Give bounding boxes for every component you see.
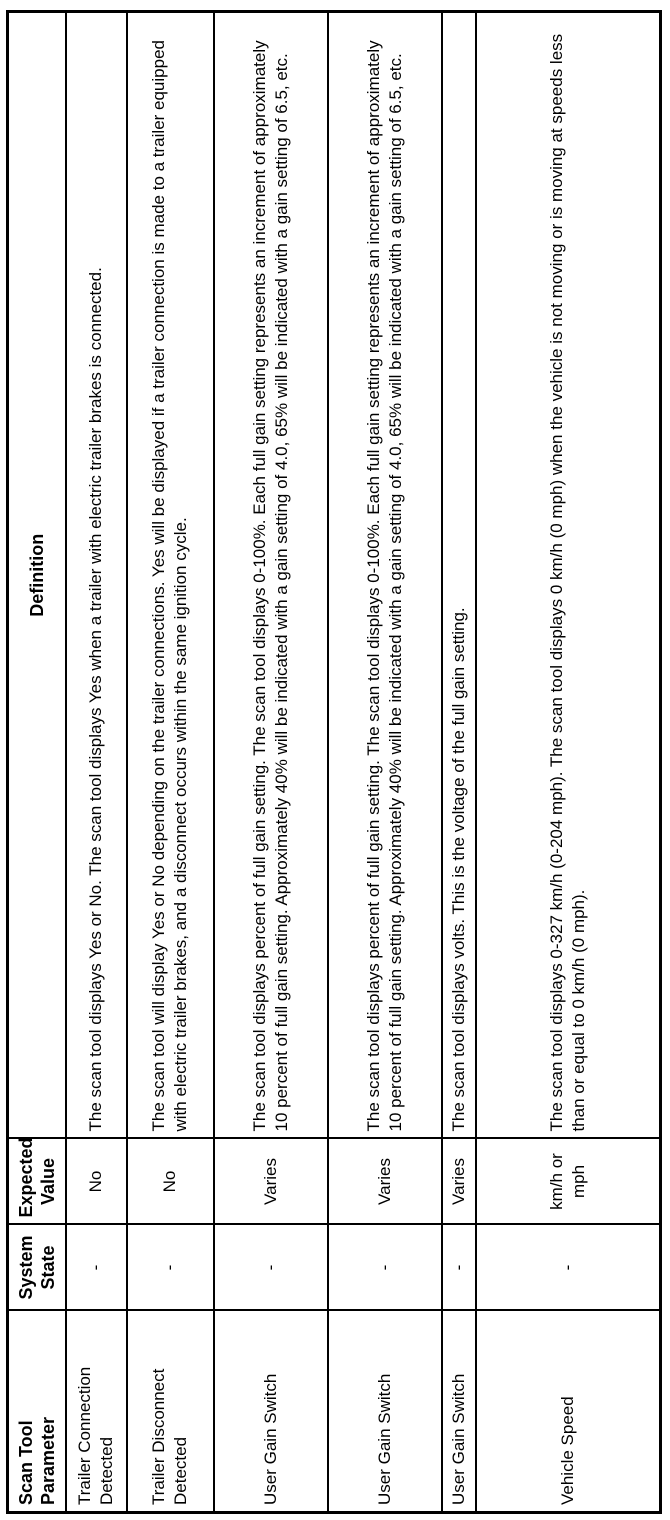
cell-expected-value: No bbox=[66, 1139, 127, 1225]
table-row bbox=[214, 12, 328, 1513]
cell-expected-value: Varies bbox=[214, 1139, 328, 1225]
cell-definition: The scan tool displays 0-327 km/h (0-204 mph). The scan tool displays 0 km/h (0 mph) when the vehicle is not moving or is moving at speeds less than or equal to 0 km/h (0 mph). bbox=[476, 12, 661, 1139]
cell-definition: The scan tool displays percent of full gain setting. The scan tool displays 0-100%. Each full gain setting represents an increment of approximately 10 percent of full gain setting. Approximately 40% will be indicated with a gain setting of 4.0, 65% will be indicated with a gain setting of 6.5, etc. bbox=[328, 12, 442, 1139]
cell-system-state: - bbox=[442, 1225, 476, 1311]
cell-system-state: - bbox=[127, 1225, 214, 1311]
cell-system-state: - bbox=[214, 1225, 328, 1311]
table-row bbox=[328, 12, 442, 1513]
table-row bbox=[476, 12, 661, 1513]
cell-expected-value: No bbox=[127, 1139, 214, 1225]
cell-parameter: Vehicle Speed bbox=[476, 1311, 661, 1513]
header-expected-value: Expected Value bbox=[8, 1139, 66, 1225]
header-definition: Definition bbox=[8, 12, 66, 1139]
cell-definition: The scan tool displays volts. This is the voltage of the full gain setting. bbox=[442, 12, 476, 1139]
table-row bbox=[442, 12, 476, 1513]
cell-definition: The scan tool displays Yes or No. The scan tool displays Yes when a trailer with electric trailer brakes is connected. bbox=[66, 12, 127, 1139]
cell-parameter: Trailer Disconnect Detected bbox=[127, 1311, 214, 1513]
header-system-state: System State bbox=[8, 1225, 66, 1311]
cell-parameter: User Gain Switch bbox=[328, 1311, 442, 1513]
table-row bbox=[127, 12, 214, 1513]
cell-expected-value: km/h or mph bbox=[476, 1139, 661, 1225]
cell-parameter: User Gain Switch bbox=[214, 1311, 328, 1513]
cell-parameter: User Gain Switch bbox=[442, 1311, 476, 1513]
cell-parameter: Trailer Connection Detected bbox=[66, 1311, 127, 1513]
table-header-row bbox=[8, 12, 66, 1513]
cell-definition: The scan tool will display Yes or No depending on the trailer connections. Yes will be displayed if a trailer connection is made to a trailer equipped with electric trailer brakes, and a disconnect occurs within the same ignition cycle. bbox=[127, 12, 214, 1139]
cell-expected-value: Varies bbox=[442, 1139, 476, 1225]
cell-expected-value: Varies bbox=[328, 1139, 442, 1225]
cell-definition: The scan tool displays percent of full gain setting. The scan tool displays 0-100%. Each full gain setting represents an increment of approximately 10 percent of full gain setting. Approximately 40% will be indicated with a gain setting of 4.0, 65% will be indicated with a gain setting of 6.5, etc. bbox=[214, 12, 328, 1139]
cell-system-state: - bbox=[476, 1225, 661, 1311]
table-row bbox=[66, 12, 127, 1513]
scan-tool-data-table bbox=[6, 10, 662, 1514]
cell-system-state: - bbox=[66, 1225, 127, 1311]
cell-system-state: - bbox=[328, 1225, 442, 1311]
header-scan-tool-parameter: Scan Tool Parameter bbox=[8, 1311, 66, 1513]
